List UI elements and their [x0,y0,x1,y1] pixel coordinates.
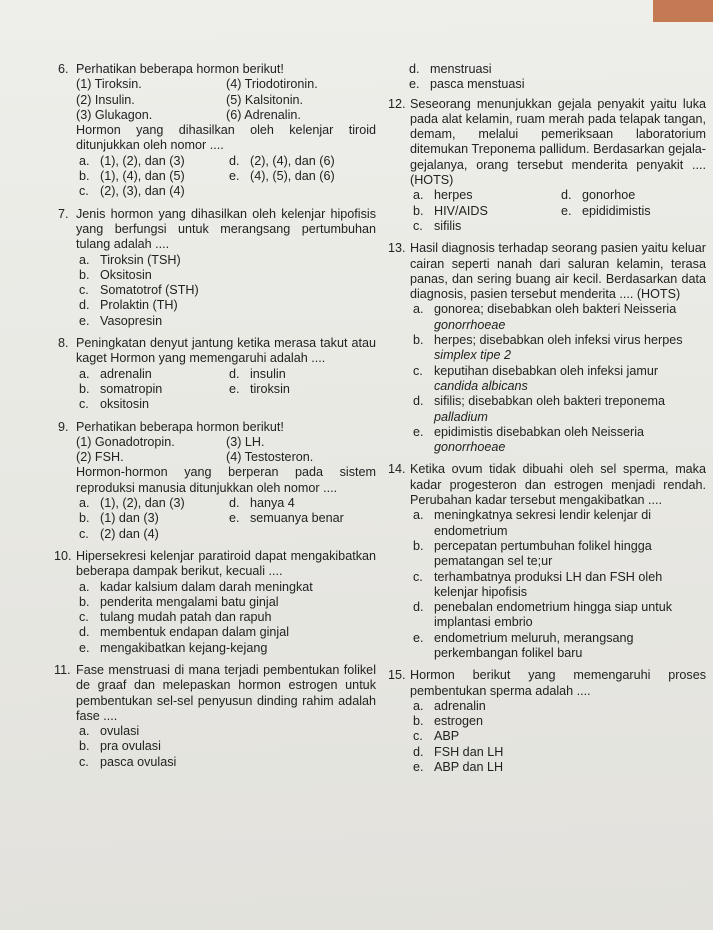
question-stem: Fase menstruasi di mana terjadi pembentukan folikel de graaf dan melepaskan hormon estrogen untuk pembentukan sel-sel penyusun dinding rahim adalah fase .... [76,662,376,723]
option-a[interactable]: a. adrenalin [413,698,486,713]
option-d[interactable]: d. FSH dan LH [413,744,504,759]
option-a[interactable]: a. gonorea; disebabkan oleh bakteri Neisseria gonorrhoeae [413,302,677,332]
option-b[interactable]: b. Oksitosin [79,267,152,282]
option-e[interactable]: e. (4), (5), dan (6) [229,169,335,184]
list-item: (3) LH. [226,434,265,449]
option-b[interactable]: b. somatropin [79,381,163,396]
question-number: 7. [58,206,69,221]
question-6 [58,62,376,200]
left-column [54,62,376,777]
option-b[interactable]: b. estrogen [413,714,484,729]
option-c[interactable]: c. oksitosin [79,397,149,412]
question-11-continued [388,62,706,93]
option-e[interactable]: e. pasca menstuasi [409,77,525,92]
option-d[interactable]: d. gonorhoe [561,188,636,203]
option-e[interactable]: e. semuanya benar [229,511,344,526]
list-item: (4) Testosteron. [226,450,314,465]
question-11 [54,663,376,770]
option-a[interactable]: a. ovulasi [79,724,140,739]
question-7 [58,207,376,329]
question-stem: Perhatikan beberapa hormon berikut! [76,62,284,76]
question-stem: Ketika ovum tidak dibuahi oleh sel sperma, maka kadar progesteron dan estrogen menjadi rendah. Perubahan kadar tersebut mengakibatkan .... [410,462,706,508]
option-d[interactable]: d. menstruasi [409,62,492,76]
question-number: 10. [54,548,72,563]
option-b[interactable]: b. pra ovulasi [79,739,161,754]
option-a[interactable]: a. (1), (2), dan (3) [79,496,185,511]
question-number: 13. [388,241,406,256]
option-c[interactable]: c. tulang mudah patah dan rapuh [79,610,272,625]
list-item: (1) Gonadotropin. [76,434,175,449]
right-column [388,62,706,782]
question-number: 9. [58,419,69,434]
option-d[interactable]: d. (2), (4), dan (6) [229,153,335,168]
option-a[interactable]: a. kadar kalsium dalam darah meningkat [79,579,313,594]
option-c[interactable]: c. (2), (3), dan (4) [79,184,185,199]
list-item: (2) Insulin. [76,92,135,107]
option-b[interactable]: b. herpes; disebabkan oleh infeksi virus herpes simplex tipe 2 [413,333,683,363]
question-8 [58,336,376,412]
option-a[interactable]: a. (1), (2), dan (3) [79,153,185,168]
list-item: (6) Adrenalin. [226,107,301,122]
question-number: 6. [58,62,69,76]
question-stem: Seseorang menunjukkan gejala penyakit yaitu luka pada alat kelamin, ruam merah pada telapak tangan, demam, melalui pemeriksaan laboratorium ditemukan Treponema pallidum. Berdasarkan gejala-gejalanya, orang tersebut menderita penyakit .... (HOTS) [410,96,706,188]
option-c[interactable]: c. sifilis [413,218,462,233]
option-c[interactable]: c. pasca ovulasi [79,754,177,769]
option-b[interactable]: b. (1) dan (3) [79,511,159,526]
question-number: 12. [388,96,406,111]
question-number: 14. [388,462,406,477]
option-e[interactable]: e. endometrium meluruh, merangsang perkembangan folikel baru [413,630,634,660]
question-12 [388,97,706,235]
option-e[interactable]: e. epididimistis [561,203,651,218]
question-prompt: Hormon yang dihasilkan oleh kelenjar tiroid ditunjukkan oleh nomor .... [76,123,376,153]
option-a[interactable]: a. meningkatnya sekresi lendir kelenjar di endometrium [413,508,652,538]
question-9 [58,420,376,542]
option-c[interactable]: c. keputihan disebabkan oleh infeksi jamur candida albicans [413,363,659,393]
question-13 [388,241,706,455]
option-a[interactable]: a. Tiroksin (TSH) [79,252,181,267]
list-item: (4) Triodotironin. [226,77,318,92]
option-e[interactable]: e. epidimistis disebabkan oleh Neisseria gonorrhoeae [413,424,645,455]
question-prompt: Hormon-hormon yang berperan pada sistem reproduksi manusia ditunjukkan oleh nomor .... [76,465,376,495]
option-b[interactable]: b. HIV/AIDS [413,203,488,218]
option-b[interactable]: b. (1), (4), dan (5) [79,169,185,184]
option-b[interactable]: b. penderita mengalami batu ginjal [79,594,279,609]
option-b[interactable]: b. percepatan pertumbuhan folikel hingga pematangan sel te;ur [413,538,652,569]
question-number: 8. [58,336,69,351]
question-stem: Perhatikan beberapa hormon berikut! [76,419,284,434]
question-stem: Hipersekresi kelenjar paratiroid dapat mengakibatkan beberapa dampak berikut, kecuali .... [76,548,376,579]
option-e[interactable]: e. mengakibatkan kejang-kejang [79,640,268,655]
option-d[interactable]: d. hanya 4 [229,496,295,511]
question-number: 15. [388,668,406,683]
question-stem: Hormon berikut yang memengaruhi proses pembentukan sperma adalah .... [410,668,706,698]
option-c[interactable]: c. (2) dan (4) [79,526,159,541]
option-c[interactable]: c. Somatotrof (STH) [79,283,199,298]
list-item: (1) Tiroksin. [76,77,142,92]
option-e[interactable]: e. tiroksin [229,381,290,396]
option-a[interactable]: a. herpes [413,188,473,203]
question-14 [388,462,706,661]
option-d[interactable]: d. sifilis; disebabkan oleh bakteri treponema palladium [413,394,666,424]
question-stem: Peningkatan denyut jantung ketika merasa takut atau kaget Hormon yang memengaruhi adalah .... [76,336,376,366]
list-item: (5) Kalsitonin. [226,92,303,107]
question-10 [54,549,376,656]
question-stem: Jenis hormon yang dihasilkan oleh kelenjar hipofisis yang berfungsi untuk merangsang pertumbuhan tulang adalah .... [76,206,376,252]
list-item: (3) Glukagon. [76,107,153,122]
option-e[interactable]: e. ABP dan LH [413,760,504,775]
option-d[interactable]: d. penebalan endometrium hingga siap untuk implantasi embrio [413,600,673,630]
option-c[interactable]: c. terhambatnya produksi LH dan FSH oleh kelenjar hipofisis [413,569,663,599]
option-c[interactable]: c. ABP [413,729,460,744]
option-e[interactable]: e. Vasopresin [79,313,163,328]
question-number: 11. [54,662,71,677]
option-a[interactable]: a. adrenalin [79,366,152,381]
question-stem: Hasil diagnosis terhadap seorang pasien yaitu keluar cairan seperti nanah dari saluran kelamin, terasa panas, dan sering buang air kecil. Berdasarkan data diagnosis, pasien tersebut menderita .... (HOTS) [410,241,706,302]
option-d[interactable]: d. insulin [229,366,286,381]
list-item: (2) FSH. [76,450,124,465]
background-corner [653,0,713,22]
option-d[interactable]: d. membentuk endapan dalam ginjal [79,625,290,640]
option-d[interactable]: d. Prolaktin (TH) [79,298,178,313]
question-15 [388,668,706,775]
